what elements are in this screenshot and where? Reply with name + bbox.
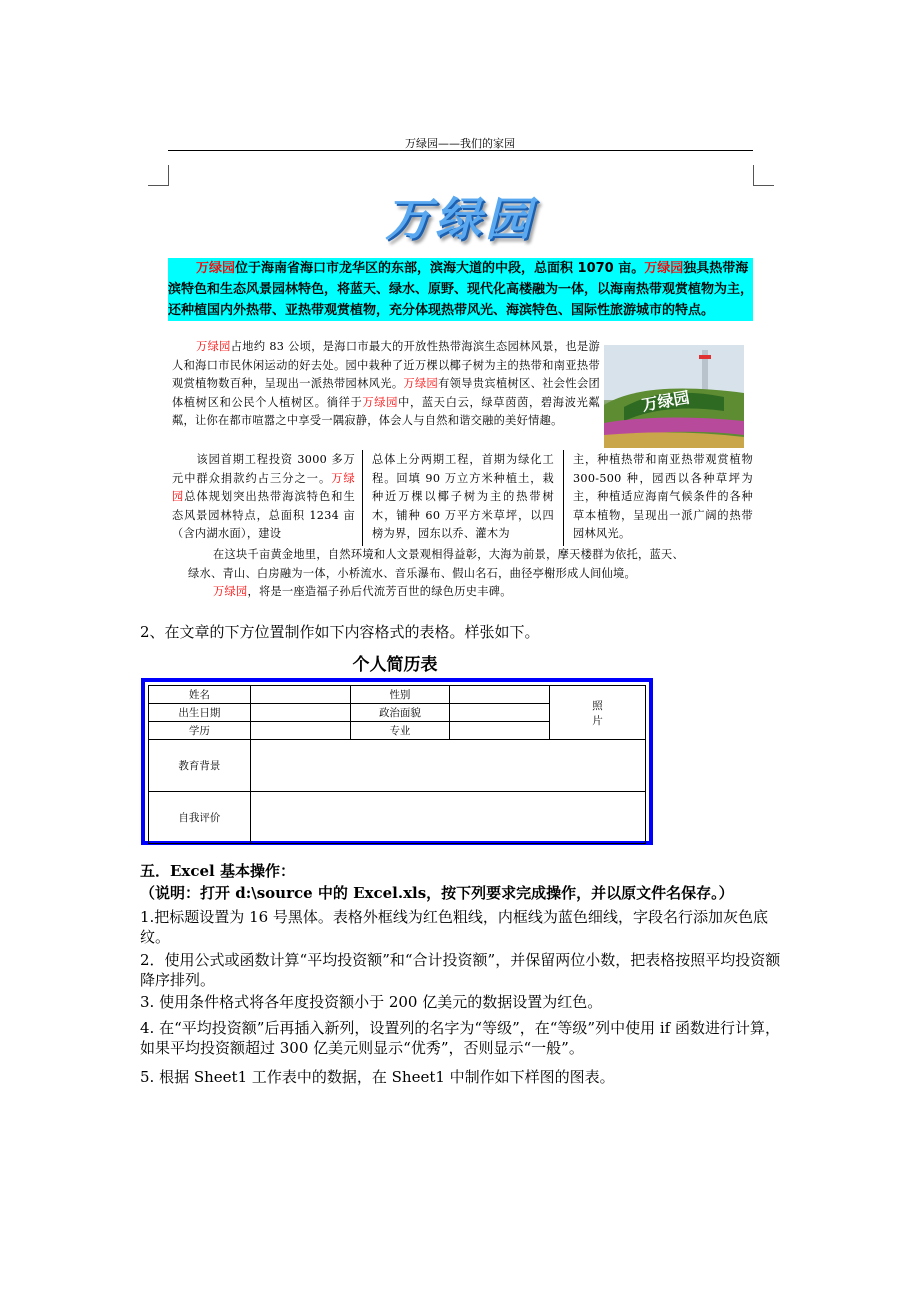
cell-birth-value[interactable]	[250, 704, 350, 722]
para1-lead3: 万绿园	[362, 395, 399, 409]
wordart-title: 万绿园	[385, 192, 535, 246]
para1-lead2: 万绿园	[403, 377, 439, 390]
intro-lead: 万绿园	[196, 261, 236, 276]
instruction-item: 3. 使用条件格式将各年度投资额小于 200 亿美元的数据设置为红色。	[140, 993, 603, 1011]
para3-line2: 绿水、青山、白房融为一体，小桥流水、音乐瀑布、假山名石，曲径亭榭形成人间仙境。	[188, 566, 637, 580]
para3-lead: 万绿园	[213, 585, 248, 598]
column-2: 总体上分两期工程，首期为绿化工程。回填 90 万立方米种植土，栽种近万棵以椰子树为主的热带树木，铺种 60 万平方米草坪，以四榜为界，园东以乔、灌木为	[372, 453, 554, 540]
paragraph-3	[168, 546, 753, 602]
cell-birth-label: 出生日期	[149, 704, 251, 722]
park-photo	[604, 345, 744, 448]
instruction-item: 4. 在“平均投资额”后再插入新列，设置列的名字为“等级”，在“等级”列中使用 if 函数进行计算，如果平均投资额超过 300 亿美元则显示“优秀”，否则显示“一般”。	[140, 1019, 780, 1057]
resume-table-frame	[141, 678, 653, 845]
cell-political-label: 政治面貌	[350, 704, 450, 722]
section-5-note: （说明：打开 d:\source 中的 Excel.xls，按下列要求完成操作，并以原文件名保存。）	[140, 884, 734, 902]
cell-major-value[interactable]	[450, 722, 550, 740]
cell-political-value[interactable]	[450, 704, 550, 722]
intro-text1: 位于海南省海口市龙华区的东部，滨海大道的中段，总面积 1070 亩。	[235, 261, 645, 276]
section-5-title: 五．Excel 基本操作：	[140, 862, 295, 880]
intro-lead2: 万绿园	[644, 261, 684, 276]
park-photo-image	[604, 345, 744, 448]
question-2: 2、在文章的下方位置制作如下内容格式的表格。样张如下。	[140, 623, 540, 641]
cell-edu-background-label: 教育背景	[149, 740, 251, 792]
column-divider-2	[563, 450, 564, 546]
para1-text2: 有领导贵宾植树区、社会性会团体植树区和公民个人植树区。徜徉于	[172, 377, 600, 409]
para3-line3: ，将是一座造福子孙后代流芳百世的绿色历史丰碑。	[247, 585, 512, 598]
col1-text1: 该园首期工程投资 3000 多万元中群众捐款约占三分之一。	[172, 453, 355, 485]
page-header-title: 万绿园——我们的家园	[405, 137, 515, 150]
header-rule	[168, 150, 753, 151]
cell-self-eval-value[interactable]	[250, 792, 645, 844]
cell-major-label: 专业	[350, 722, 450, 740]
col1-lead: 万绿园	[172, 471, 355, 503]
resume-title: 个人简历表	[352, 655, 438, 675]
paragraph-1	[172, 338, 600, 431]
column-3: 主，种植热带和南亚热带观赏植物 300-500 种，园西以各种草坪为主，种植适应海南气候条件的各种草本植物，呈现出一派广阔的热带园林风光。	[573, 453, 753, 540]
para1-text3: 中，蓝天白云，绿草茵茵，碧海波光粼粼，让你在都市喧嚣之中享受一隅寂静，体会人与自然和谐交融的美好情趣。	[172, 395, 600, 427]
cell-gender-label: 性别	[350, 686, 450, 704]
cell-photo[interactable]: 照 片	[550, 686, 646, 740]
column-divider-1	[362, 450, 363, 546]
para1-lead: 万绿园	[196, 340, 231, 353]
cell-education-value[interactable]	[250, 722, 350, 740]
instruction-item: 1.把标题设置为 16 号黑体。表格外框线为红色粗线，内框线为蓝色细线，字段名行添加灰色底纹。	[140, 908, 768, 946]
cell-name-value[interactable]	[250, 686, 350, 704]
intro-paragraph	[168, 258, 753, 321]
para3-line3-wrap	[168, 583, 753, 602]
photo-caption: 万绿园	[640, 387, 692, 415]
intro-text2: 独具热带海滨特色和生态风景园林特色，将蓝天、绿水、原野、现代化高楼融为一体，以海南热带观赏植物为主，还种植国内外热带、亚热带观赏植物，充分体现热带风光、海滨特色、国际性旅游城市的特点。	[168, 261, 754, 318]
para1-text1: 占地约 83 公顷，是海口市最大的开放性热带海滨生态园林风景，也是游人和海口市民休闲运动的好去处。园中栽种了近万棵以椰子树为主的热带和南亚热带观赏植物数百种，呈现出一派热带园林风光。	[172, 340, 600, 390]
instruction-item: 5. 根据 Sheet1 工作表中的数据，在 Sheet1 中制作如下样图的图表。	[140, 1068, 615, 1086]
cell-name-label: 姓名	[149, 686, 251, 704]
column-1	[172, 451, 355, 544]
col1-text2: 总体规划突出热带海滨特色和生态风景园林特点，总面积 1234 亩（含内湖水面），建设	[172, 490, 355, 540]
para3-line1: 在这块千亩黄金地里，自然环境和人文景观相得益彰，大海为前景，摩天楼群为依托，蓝天、	[213, 548, 684, 561]
cell-education-label: 学历	[149, 722, 251, 740]
instruction-item: 2．使用公式或函数计算“平均投资额”和“合计投资额”，并保留两位小数，把表格按照平均投资额降序排列。	[140, 951, 781, 989]
cell-edu-background-value[interactable]	[250, 740, 645, 792]
cell-gender-value[interactable]	[450, 686, 550, 704]
cell-self-eval-label: 自我评价	[149, 792, 251, 844]
resume-table	[148, 685, 646, 844]
